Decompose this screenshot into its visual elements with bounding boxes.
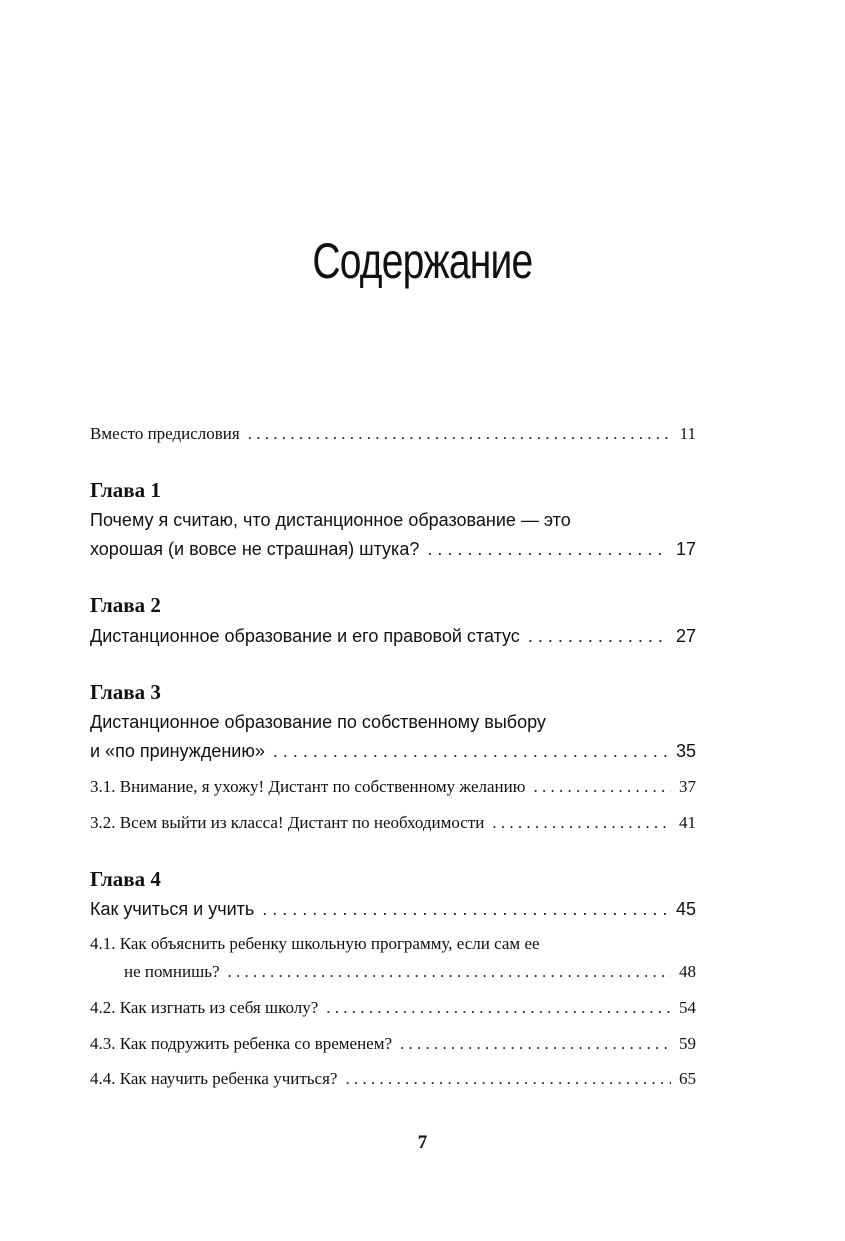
leader-dots	[248, 424, 672, 444]
chapter-title-line[interactable]: Дистанционное образование по собственному выбору	[90, 712, 546, 732]
toc-entry-label: 3.1. Внимание, я ухожу! Дистант по собственному желанию	[90, 777, 526, 796]
toc-entry-page: 17	[675, 539, 696, 559]
chapter-heading: Глава 1	[90, 478, 161, 502]
chapter-heading: Глава 2	[90, 593, 161, 617]
toc-entry-chapter-1[interactable]	[90, 539, 696, 560]
toc-entry-page: 59	[679, 1034, 696, 1053]
leader-dots	[528, 626, 668, 647]
leader-dots	[262, 899, 668, 920]
toc-entry-label[interactable]: 4.1. Как объяснить ребенку школьную программу, если сам ее	[90, 934, 540, 953]
toc-entry-section-4-2[interactable]	[90, 998, 696, 1018]
toc-entry-page: 27	[675, 626, 696, 646]
toc-entry-label: Вместо предисловия	[90, 424, 240, 443]
chapter-heading: Глава 4	[90, 867, 161, 891]
toc-entry-label-continued: не помнишь?	[124, 962, 220, 981]
toc-entry-page: 11	[679, 424, 696, 443]
toc-entry-chapter-2[interactable]	[90, 626, 696, 647]
leader-dots	[345, 1069, 671, 1089]
toc-entry-section-3-2[interactable]	[90, 813, 696, 833]
toc-entry-page: 54	[679, 998, 696, 1017]
page-number: 7	[417, 1132, 428, 1153]
toc-entry-chapter-4[interactable]	[90, 899, 696, 920]
leader-dots	[400, 1034, 671, 1054]
leader-dots	[492, 813, 671, 833]
toc-entry-preface[interactable]	[90, 424, 696, 444]
chapter-title-line: Дистанционное образование и его правовой статус	[90, 626, 520, 646]
toc-entry-section-3-1[interactable]	[90, 777, 696, 797]
leader-dots	[228, 962, 671, 982]
toc-entry-label: 4.4. Как научить ребенка учиться?	[90, 1069, 338, 1088]
toc-entry-page: 65	[679, 1069, 696, 1088]
toc-entry-section-4-4[interactable]	[90, 1069, 696, 1089]
leader-dots	[273, 741, 668, 762]
toc-entry-page: 45	[675, 899, 696, 919]
leader-dots	[427, 539, 668, 560]
toc-entry-label: 4.3. Как подружить ребенка со временем?	[90, 1034, 393, 1053]
leader-dots	[533, 777, 671, 797]
toc-entry-page: 35	[675, 741, 696, 761]
chapter-title-line: Как учиться и учить	[90, 899, 255, 919]
toc-entry-label: 3.2. Всем выйти из класса! Дистант по необходимости	[90, 813, 485, 832]
chapter-title-line: хорошая (и вовсе не страшная) штука?	[90, 539, 420, 559]
page-title: Содержание	[312, 233, 533, 289]
toc-entry-section-4-1[interactable]	[90, 962, 696, 982]
chapter-heading: Глава 3	[90, 680, 161, 704]
toc-entry-page: 37	[679, 777, 696, 796]
toc-entry-label: 4.2. Как изгнать из себя школу?	[90, 998, 319, 1017]
leader-dots	[326, 998, 671, 1018]
toc-entry-section-4-3[interactable]	[90, 1034, 696, 1054]
chapter-title-line: и «по принуждению»	[90, 741, 265, 761]
toc-entry-chapter-3[interactable]	[90, 741, 696, 762]
toc-entry-page: 48	[679, 962, 696, 981]
toc-entry-page: 41	[679, 813, 696, 832]
chapter-title-line[interactable]: Почему я считаю, что дистанционное образование — это	[90, 510, 571, 530]
